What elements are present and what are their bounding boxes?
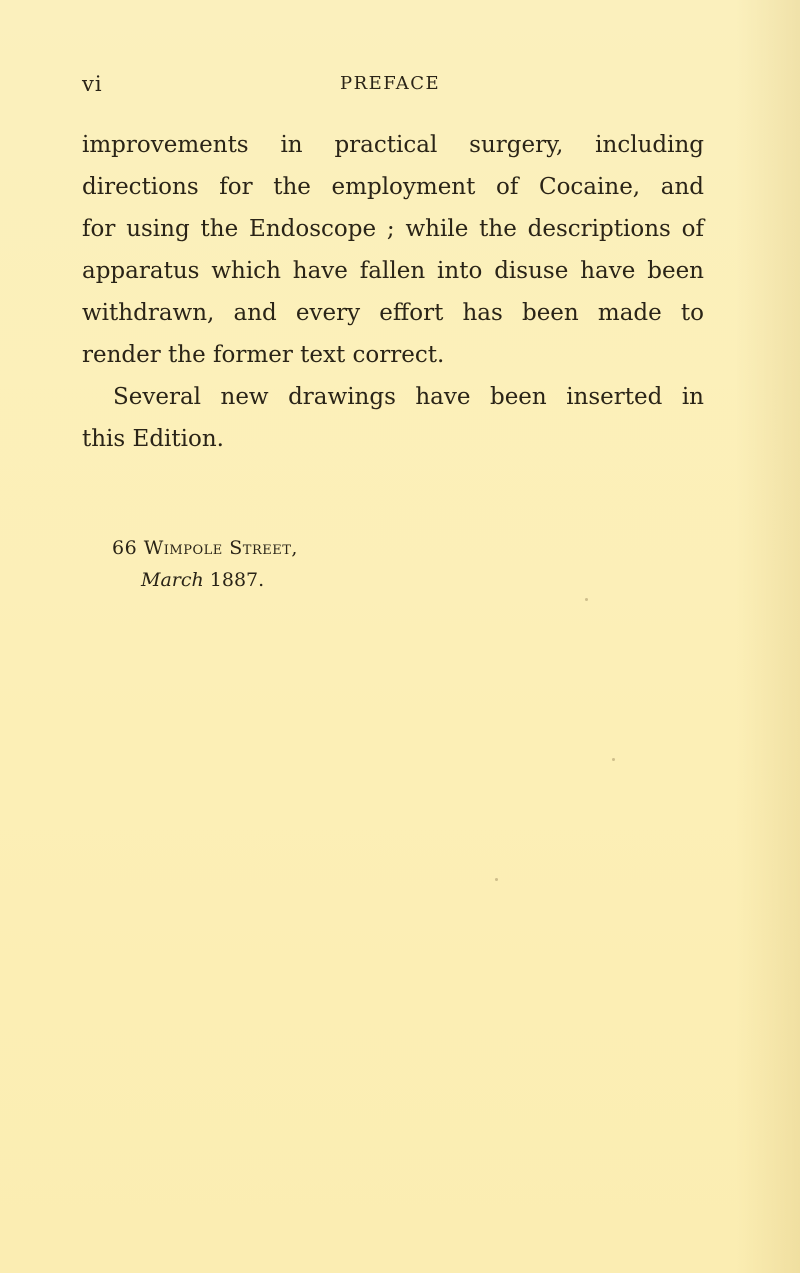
paper-speck (612, 758, 615, 761)
text-line: apparatus which have fallen into disuse have been (82, 258, 704, 284)
preface-body (82, 124, 704, 460)
page-number: vi (82, 72, 103, 96)
signature-date (112, 564, 298, 596)
text-line: Several new drawings have been inserted in (113, 384, 704, 410)
paragraph (82, 124, 704, 376)
text-line: for using the Endoscope ; while the descriptions of (82, 216, 704, 242)
text-line: withdrawn, and every effort has been made to (82, 300, 704, 326)
running-head (82, 72, 722, 102)
paragraph (82, 376, 704, 460)
paper-speck (495, 878, 498, 881)
signature-year: 1887. (209, 569, 265, 591)
text-line: this Edition. (82, 426, 224, 452)
signature-block (112, 532, 298, 596)
paper-speck (585, 598, 588, 601)
text-line: render the former text correct. (82, 342, 445, 368)
signature-address: 66 Wimpole Street, (112, 537, 298, 559)
text-line: improvements in practical surgery, including (82, 132, 704, 158)
text-line: directions for the employment of Cocaine, and (82, 174, 704, 200)
signature-month: March (141, 569, 204, 591)
running-head-title: PREFACE (340, 73, 441, 94)
